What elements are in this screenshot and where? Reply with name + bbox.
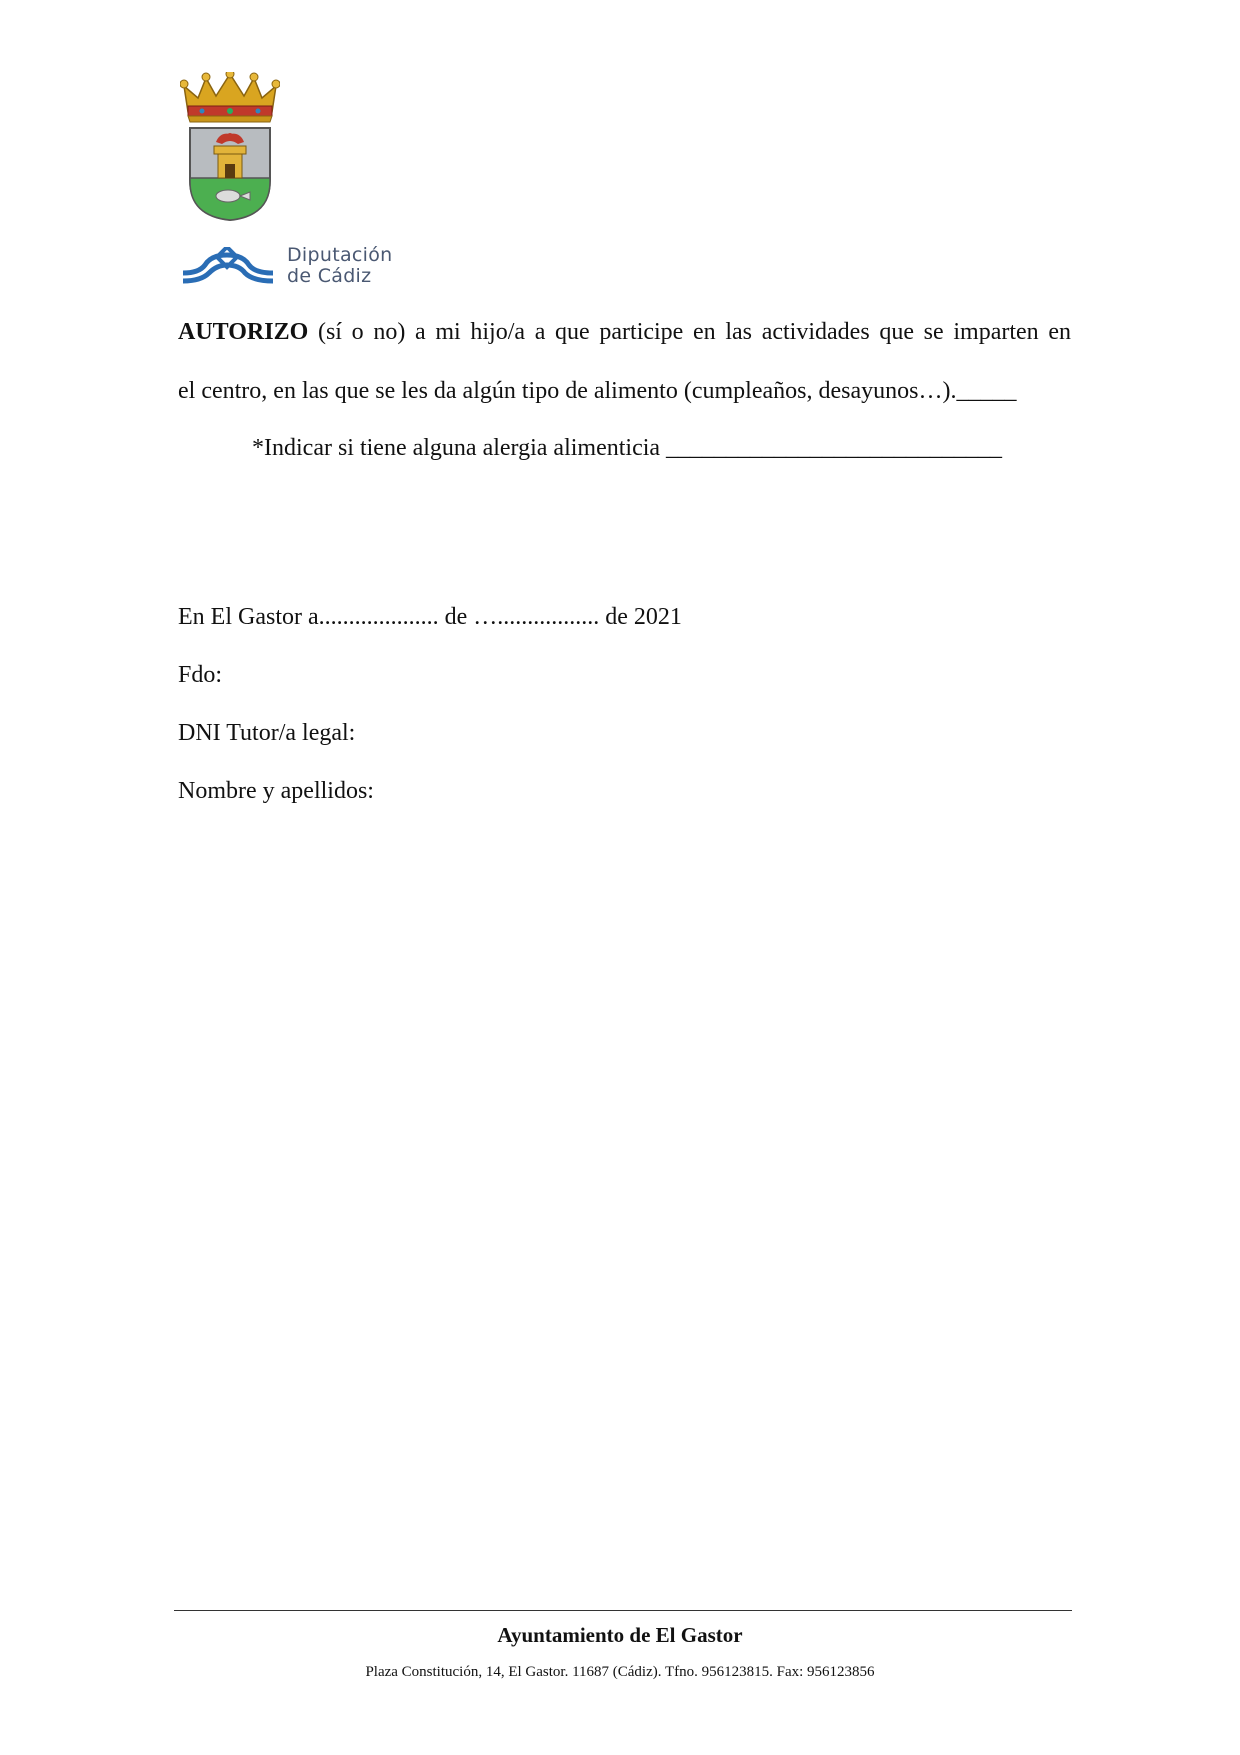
diputacion-logo xyxy=(183,244,423,289)
footer-title: Ayuntamiento de El Gastor xyxy=(497,1623,743,1647)
allergy-note: *Indicar si tiene alguna alergia alimenticia ____________________________ xyxy=(252,435,1003,461)
signature-label: Fdo: xyxy=(178,662,223,688)
authorization-line-2: el centro, en las que se les da algún tipo de alimento (cumpleaños, desayunos…)._____ xyxy=(178,378,1017,404)
authorization-keyword: AUTORIZO xyxy=(178,319,309,345)
footer-address: Plaza Constitución, 14, El Gastor. 11687 (Cádiz). Tfno. 956123815. Fax: 956123856 xyxy=(365,1664,875,1680)
authorization-line-1 xyxy=(178,318,1071,346)
full-name-label: Nombre y apellidos: xyxy=(178,778,374,804)
shield-icon xyxy=(190,128,270,220)
diputacion-wordmark xyxy=(287,245,393,287)
dni-tutor-label: DNI Tutor/a legal: xyxy=(178,720,356,746)
diputacion-mark-icon xyxy=(183,247,273,287)
authorization-line-1-text: (sí o no) a mi hijo/a a que participe en las actividades que se imparten en xyxy=(308,319,1071,345)
diputacion-line2: de Cádiz xyxy=(287,265,372,287)
coat-of-arms-logo xyxy=(180,72,280,222)
footer-divider xyxy=(174,1610,1072,1611)
date-line: En El Gastor a.................... de …................. de 2021 xyxy=(178,604,682,630)
diputacion-line1: Diputación xyxy=(287,244,393,266)
crown-icon xyxy=(180,72,280,122)
